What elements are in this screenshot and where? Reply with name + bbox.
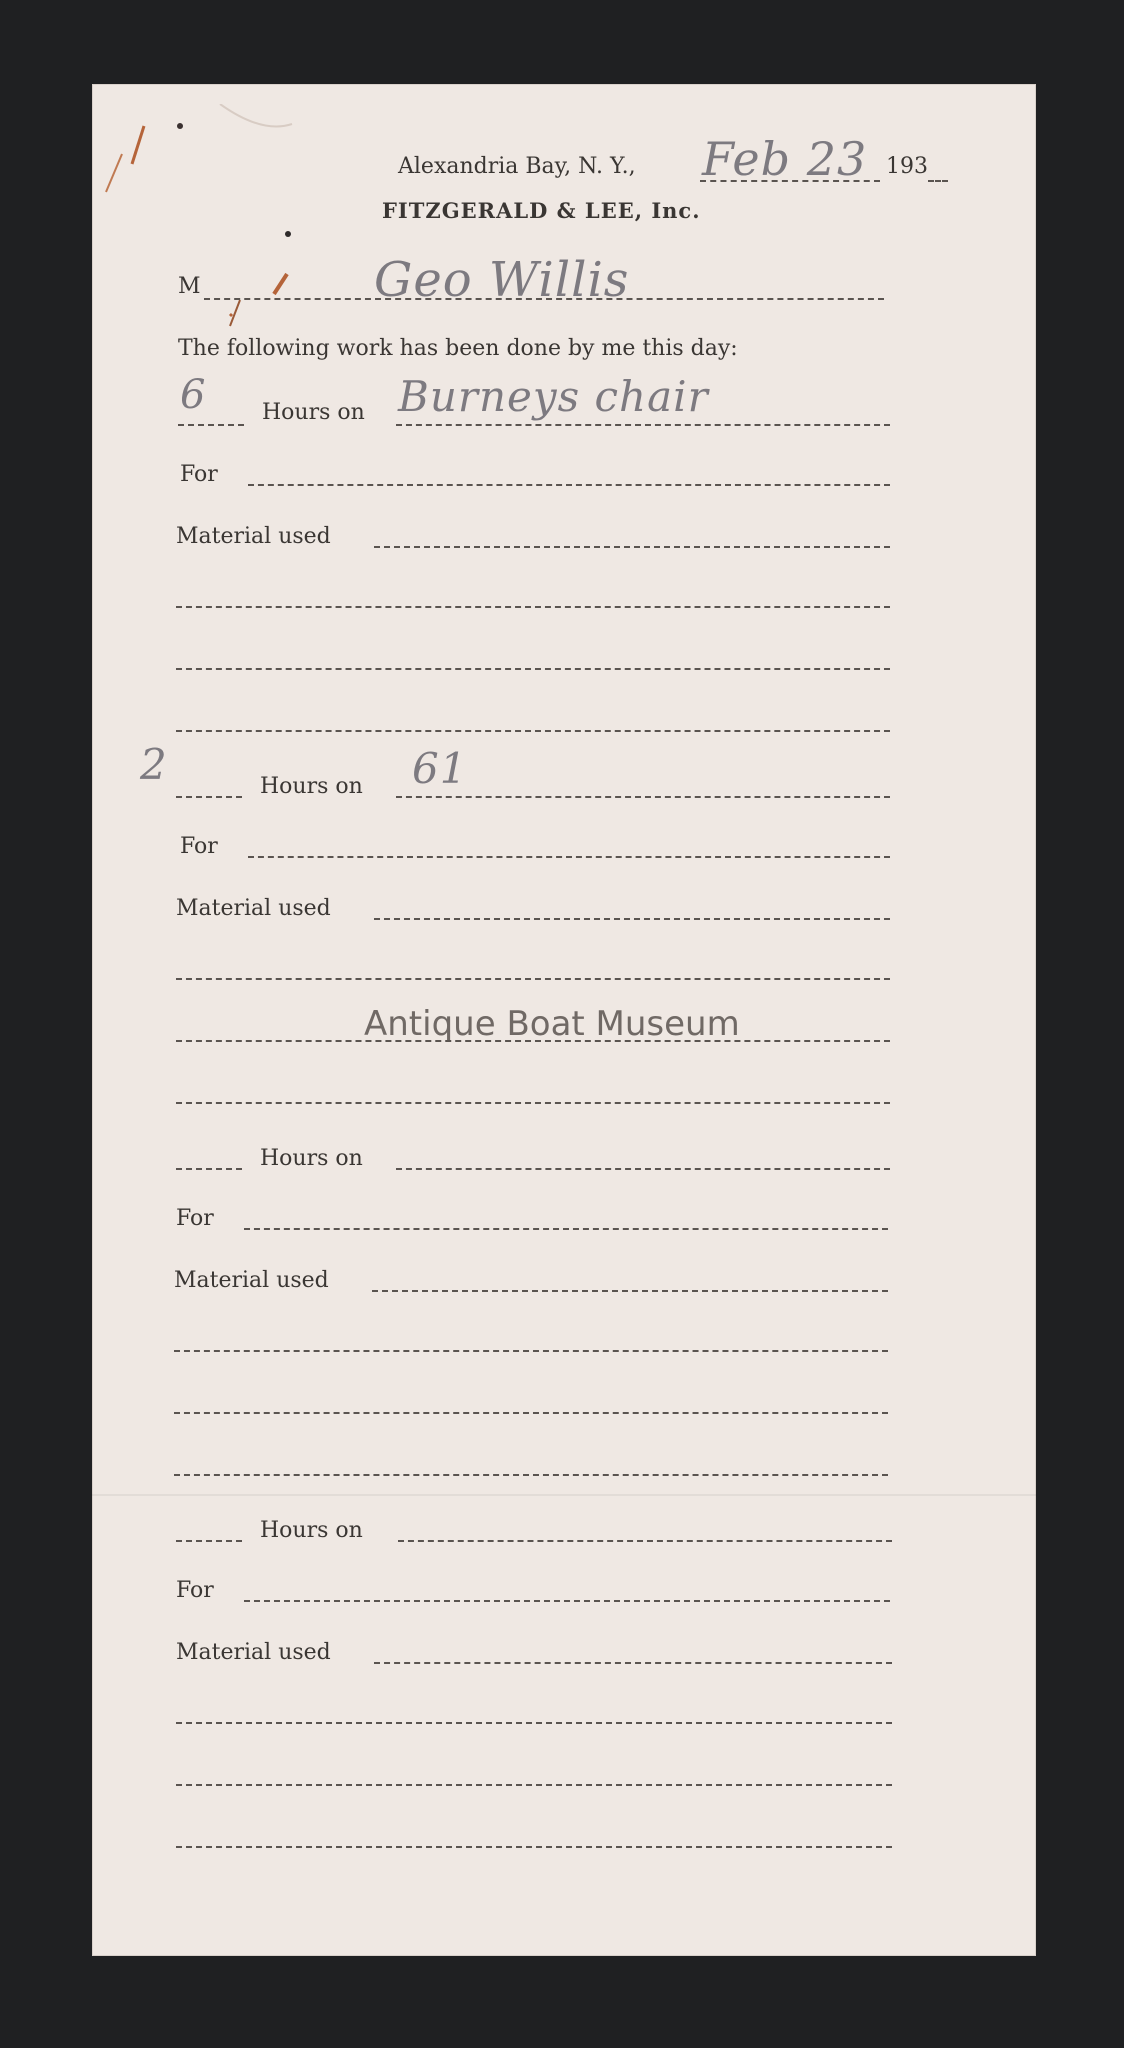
for-line [244,1228,888,1230]
hours-on-label: Hours on [262,400,365,425]
blank-line [174,1350,888,1352]
blank-line [176,1846,892,1848]
for-label: For [180,834,218,859]
blank-line [174,1412,888,1414]
for-line [248,856,890,858]
blank-line [176,978,890,980]
year-label: 193 [886,154,928,179]
for-line [248,484,890,486]
work-description-handwritten: 61 [412,744,468,793]
hours-on-line [396,796,890,798]
blank-line [176,668,890,670]
hours-on-line [396,424,890,426]
blank-line [176,1722,892,1724]
material-line [372,1290,888,1292]
hours-on-label: Hours on [260,1518,363,1543]
blank-line [176,606,890,608]
hours-on-label: Hours on [260,774,363,799]
for-label: For [176,1578,214,1603]
hours-line [176,796,242,798]
work-description-handwritten: Burneys chair [398,372,709,421]
material-label: Material used [176,1640,331,1665]
blank-line [176,730,890,732]
hours-on-label: Hours on [260,1146,363,1171]
hours-handwritten: 6 [180,372,207,418]
hours-line [178,424,244,426]
hours-on-line [398,1540,892,1542]
hours-line [176,1540,242,1542]
company-name: FITZGERALD & LEE, Inc. [382,198,701,223]
hours-handwritten: 2 [140,740,168,789]
museum-watermark: Antique Boat Museum [364,1004,740,1044]
material-label: Material used [174,1268,329,1293]
place-label: Alexandria Bay, N. Y., [398,154,636,179]
for-label: For [176,1206,214,1231]
material-label: Material used [176,524,331,549]
intro-text: The following work has been done by me this day: [178,336,738,361]
blank-line [174,1474,888,1476]
material-line [374,1662,892,1664]
material-label: Material used [176,896,331,921]
for-label: For [180,462,218,487]
hours-line [176,1168,242,1170]
year-line [928,180,948,182]
paper-fold [92,1494,1036,1496]
blank-line [176,1784,892,1786]
material-line [374,546,890,548]
date-handwritten: Feb 23 [702,132,868,186]
work-slip [92,84,1036,1956]
worker-name-handwritten: Geo Willis [374,252,630,308]
blank-line [176,1102,890,1104]
hours-on-line [396,1168,890,1170]
worker-prefix: M [178,274,201,299]
for-line [244,1600,890,1602]
material-line [374,918,890,920]
